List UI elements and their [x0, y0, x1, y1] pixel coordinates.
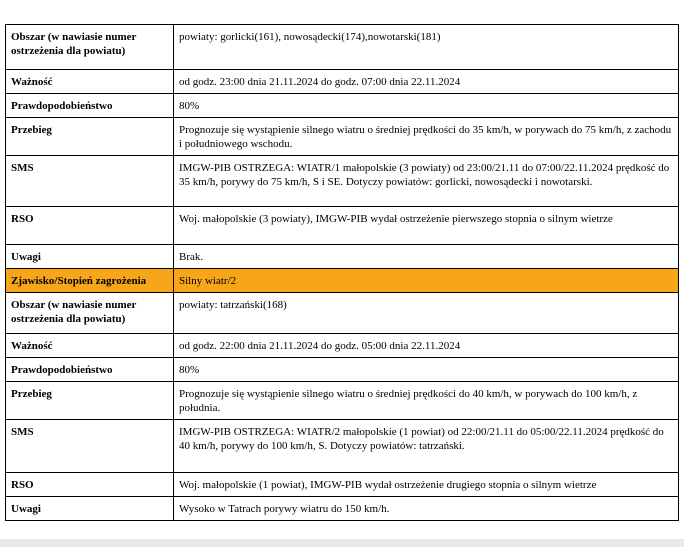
row-label-course: Przebieg [6, 118, 174, 156]
row-label-notes: Uwagi [6, 245, 174, 269]
row-value-area: powiaty: gorlicki(161), nowosądecki(174),nowotarski(181) [174, 25, 679, 70]
table-row [6, 25, 679, 70]
table-row [6, 420, 679, 473]
hazard-value: Silny wiatr/2 [174, 269, 679, 293]
row-value-rso: Woj. małopolskie (1 powiat), IMGW-PIB wydał ostrzeżenie drugiego stopnia o silnym wietrze [174, 473, 679, 497]
row-label-area: Obszar (w nawiasie numer ostrzeżenia dla powiatu) [6, 25, 174, 70]
hazard-label: Zjawisko/Stopień zagrożenia [6, 269, 174, 293]
table-row [6, 245, 679, 269]
row-label-notes: Uwagi [6, 497, 174, 521]
row-value-sms: IMGW-PIB OSTRZEGA: WIATR/2 małopolskie (1 powiat) od 22:00/21.11 do 05:00/22.11.2024 prędkość do 40 km/h, porywy do 100 km/h, S. Dotyczy powiatów: tatrzański. [174, 420, 679, 473]
row-label-sms: SMS [6, 156, 174, 207]
row-label-probability: Prawdopodobieństwo [6, 358, 174, 382]
row-value-course: Prognozuje się wystąpienie silnego wiatru o średniej prędkości do 40 km/h, w porywach do 100 km/h, z południa. [174, 382, 679, 420]
table-row [6, 70, 679, 94]
table-row [6, 207, 679, 245]
row-value-sms: IMGW-PIB OSTRZEGA: WIATR/1 małopolskie (3 powiaty) od 23:00/21.11 do 07:00/22.11.2024 prędkość do 35 km/h, porywy do 75 km/h, S i SE. Dotyczy powiatów: gorlicki, nowosądecki i nowotarski. [174, 156, 679, 207]
table-row [6, 94, 679, 118]
table-row [6, 334, 679, 358]
row-label-rso: RSO [6, 473, 174, 497]
row-value-rso: Woj. małopolskie (3 powiaty), IMGW-PIB wydał ostrzeżenie pierwszego stopnia o silnym wietrze [174, 207, 679, 245]
row-value-notes: Wysoko w Tatrach porywy wiatru do 150 km/h. [174, 497, 679, 521]
row-label-validity: Ważność [6, 334, 174, 358]
warning-table [5, 24, 679, 521]
row-value-probability: 80% [174, 94, 679, 118]
table-row [6, 497, 679, 521]
table-row [6, 118, 679, 156]
page-bottom-strip [0, 539, 684, 547]
row-label-sms: SMS [6, 420, 174, 473]
row-value-validity: od godz. 23:00 dnia 21.11.2024 do godz. 07:00 dnia 22.11.2024 [174, 70, 679, 94]
hazard-row [6, 269, 679, 293]
row-label-validity: Ważność [6, 70, 174, 94]
table-row [6, 293, 679, 334]
row-label-course: Przebieg [6, 382, 174, 420]
row-value-course: Prognozuje się wystąpienie silnego wiatru o średniej prędkości do 35 km/h, w porywach do 75 km/h, z zachodu i południowego wschodu. [174, 118, 679, 156]
row-value-notes: Brak. [174, 245, 679, 269]
row-value-probability: 80% [174, 358, 679, 382]
row-label-probability: Prawdopodobieństwo [6, 94, 174, 118]
table-row [6, 156, 679, 207]
row-label-area: Obszar (w nawiasie numer ostrzeżenia dla powiatu) [6, 293, 174, 334]
row-label-rso: RSO [6, 207, 174, 245]
table-row [6, 382, 679, 420]
row-value-area: powiaty: tatrzański(168) [174, 293, 679, 334]
row-value-validity: od godz. 22:00 dnia 21.11.2024 do godz. 05:00 dnia 22.11.2024 [174, 334, 679, 358]
table-row [6, 473, 679, 497]
table-row [6, 358, 679, 382]
